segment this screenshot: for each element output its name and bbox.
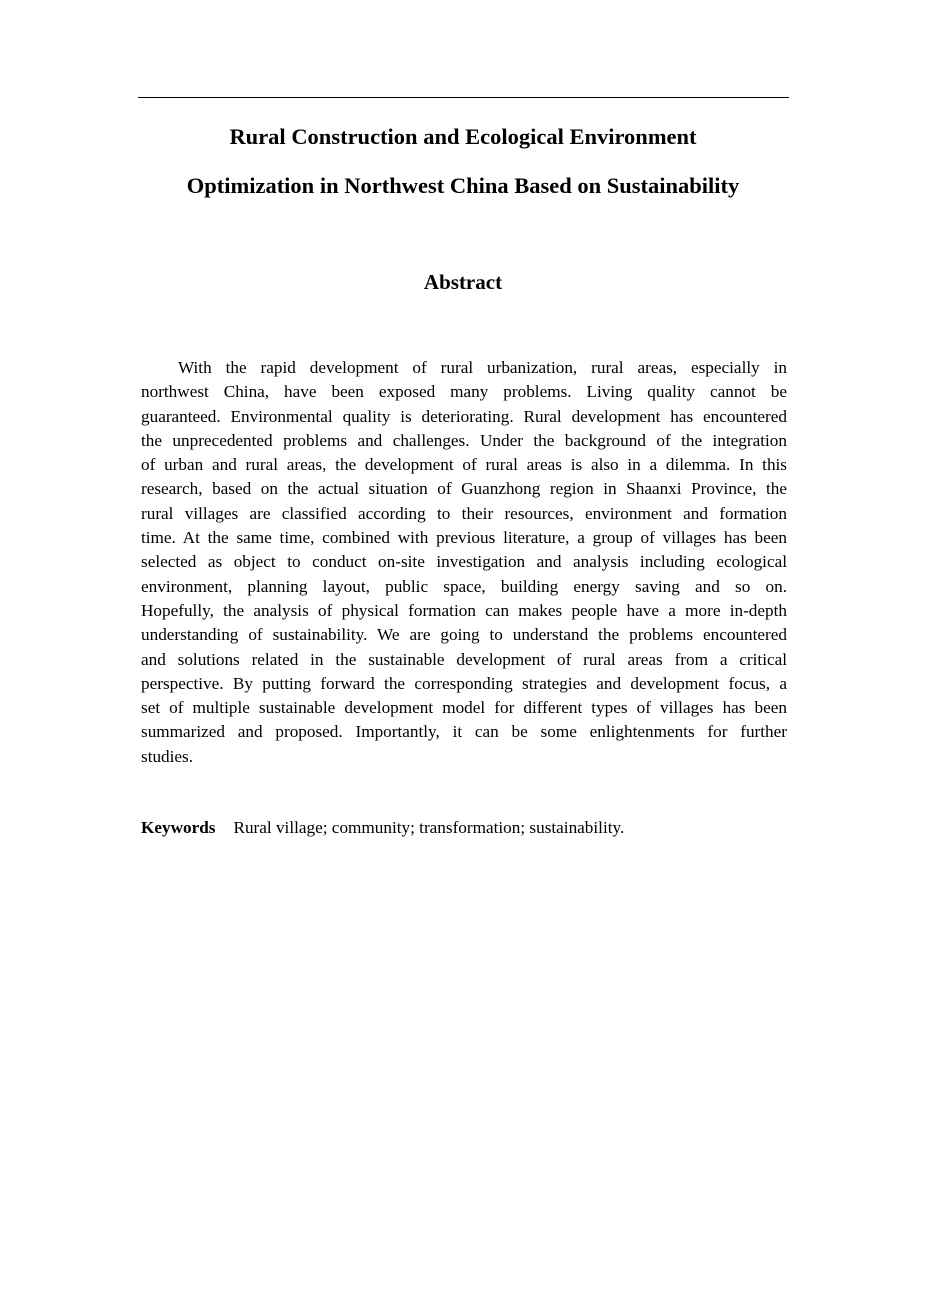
abstract-line: of urban and rural areas, the development of rural areas is also in a dilemma. In this — [141, 455, 787, 475]
header-rule — [138, 97, 789, 98]
abstract-line: and solutions related in the sustainable development of rural areas from a critical — [141, 649, 787, 669]
abstract-line: summarized and proposed. Importantly, it can be some enlightenments for further — [141, 722, 787, 742]
abstract-line: rural villages are classified according to their resources, environment and formation — [141, 503, 787, 523]
abstract-line: time. At the same time, combined with previous literature, a group of villages has been — [141, 528, 787, 548]
keywords-section — [141, 818, 624, 838]
abstract-line: set of multiple sustainable development model for different types of villages has been — [141, 698, 787, 718]
abstract-line: research, based on the actual situation of Guanzhong region in Shaanxi Province, the — [141, 479, 787, 499]
abstract-line: perspective. By putting forward the corresponding strategies and development focus, a — [141, 673, 787, 693]
paper-title-line-1: Rural Construction and Ecological Environment — [229, 124, 697, 149]
abstract-line: the unprecedented problems and challenges. Under the background of the integration — [141, 430, 787, 450]
keywords-label: Keywords — [141, 818, 216, 837]
abstract-body — [141, 356, 787, 769]
abstract-line: With the rapid development of rural urbanization, rural areas, especially in — [178, 358, 787, 377]
abstract-line: environment, planning layout, public space, building energy saving and so on. — [141, 576, 787, 596]
abstract-line: Hopefully, the analysis of physical formation can makes people have a more in-depth — [141, 600, 787, 620]
abstract-line: selected as object to conduct on-site investigation and analysis including ecological — [141, 552, 787, 572]
paper-title-line-2: Optimization in Northwest China Based on Sustainability — [186, 173, 740, 198]
abstract-line: northwest China, have been exposed many problems. Living quality cannot be — [141, 382, 787, 402]
abstract-heading: Abstract — [423, 270, 503, 294]
abstract-line: studies. — [141, 746, 194, 766]
keywords-list: Rural village; community; transformation; sustainability. — [233, 818, 625, 837]
abstract-line: understanding of sustainability. We are going to understand the problems encountered — [141, 625, 787, 645]
abstract-line: guaranteed. Environmental quality is deteriorating. Rural development has encountered — [141, 406, 787, 426]
